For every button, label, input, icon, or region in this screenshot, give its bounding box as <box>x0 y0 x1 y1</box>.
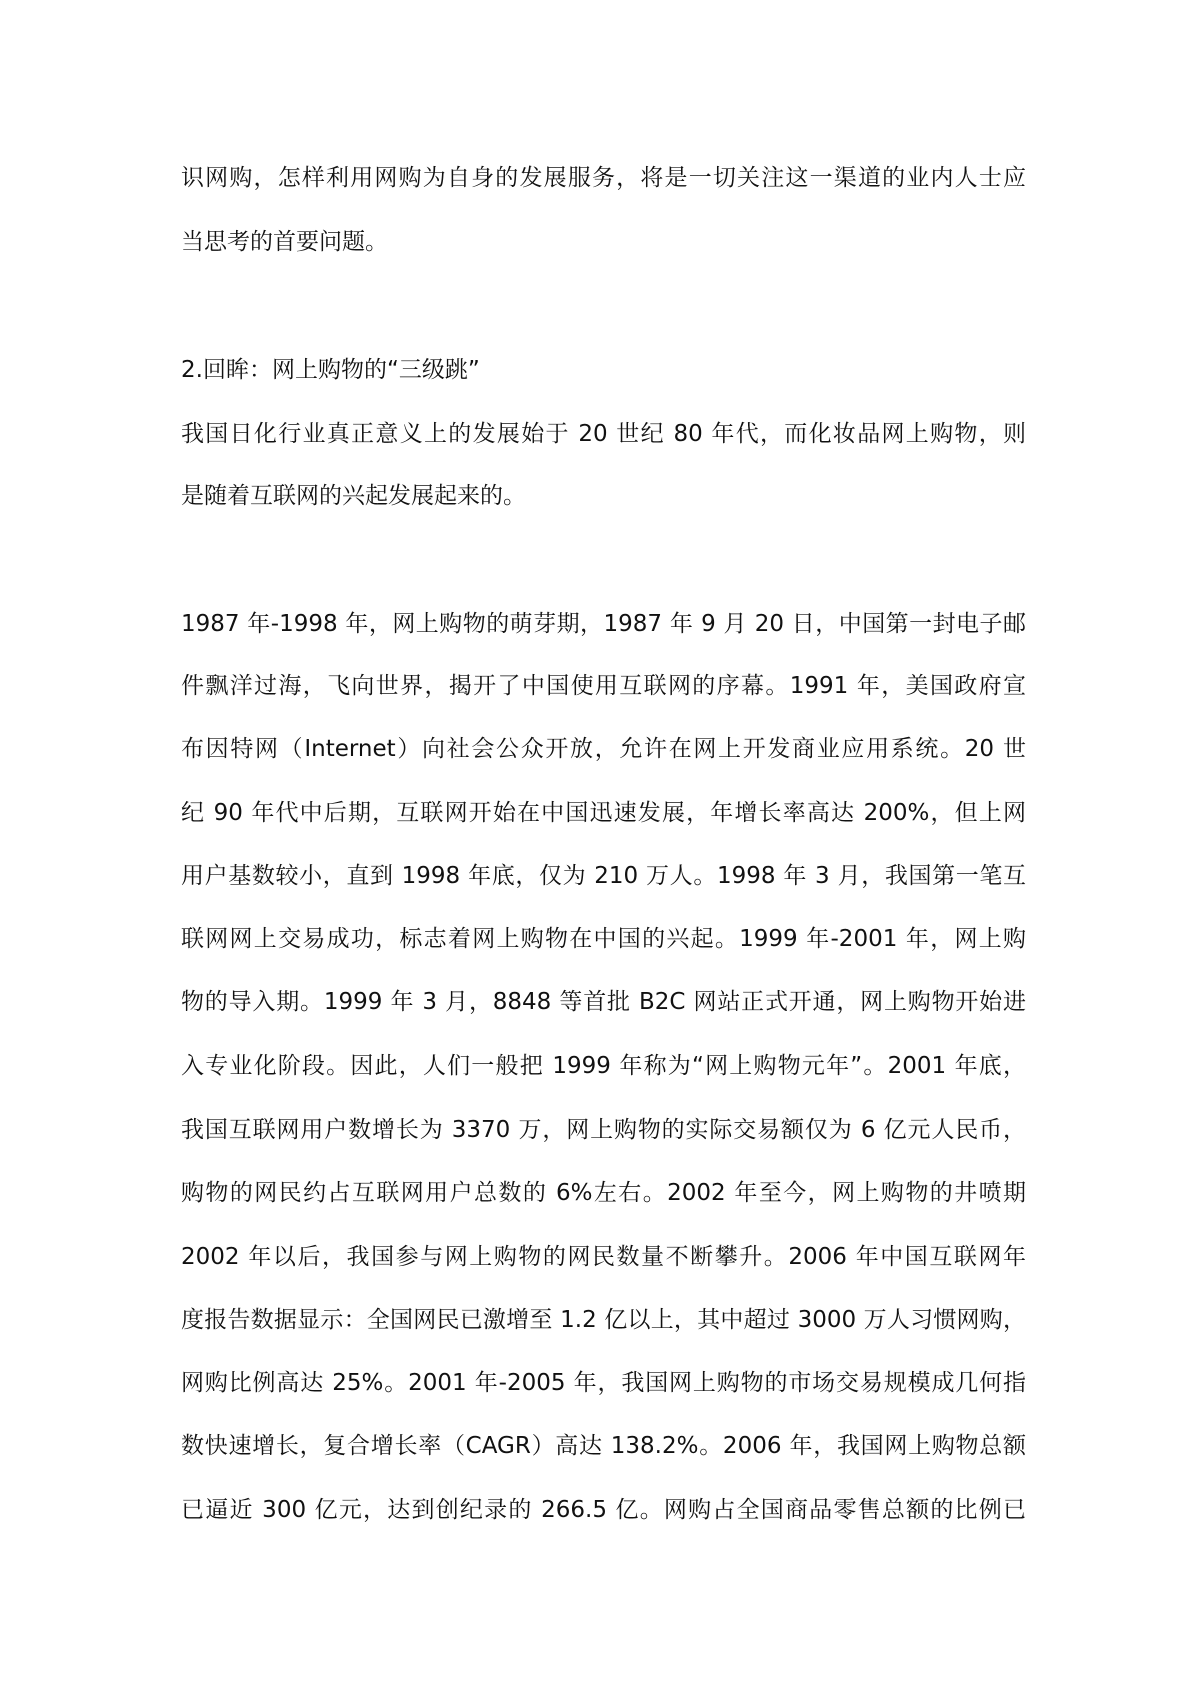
text-line: 物的导入期。1999 年 3 月，8848 等首批 B2C 网站正式开通，网上购物开始进 <box>181 989 1026 1015</box>
text-line: 网购比例高达 25%。2001 年-2005 年，我国网上购物的市场交易规模成几何指 <box>181 1370 1026 1396</box>
text-line: 度报告数据显示：全国网民已激增至 1.2 亿以上，其中超过 3000 万人习惯网购， <box>181 1307 1026 1333</box>
text-line: 1987 年-1998 年，网上购物的萌芽期，1987 年 9 月 20 日，中国第一封电子邮 <box>181 611 1026 637</box>
text-line: 当思考的首要问题。 <box>181 229 388 255</box>
text-line: 件飘洋过海，飞向世界，揭开了中国使用互联网的序幕。1991 年，美国政府宣 <box>181 673 1026 699</box>
text-line: 2002 年以后，我国参与网上购物的网民数量不断攀升。2006 年中国互联网年 <box>181 1244 1026 1270</box>
text-line: 是随着互联网的兴起发展起来的。 <box>181 483 526 509</box>
text-line: 入专业化阶段。因此，人们一般把 1999 年称为“网上购物元年”。2001 年底， <box>181 1053 1026 1079</box>
text-line: 购物的网民约占互联网用户总数的 6%左右。2002 年至今，网上购物的井喷期 <box>181 1180 1026 1206</box>
text-line: 用户基数较小，直到 1998 年底，仅为 210 万人。1998 年 3 月，我国第一笔互 <box>181 863 1026 889</box>
text-line: 识网购，怎样利用网购为自身的发展服务，将是一切关注这一渠道的业内人士应 <box>181 165 1026 191</box>
text-line: 已逼近 300 亿元，达到创纪录的 266.5 亿。网购占全国商品零售总额的比例已 <box>181 1497 1026 1523</box>
section-heading: 2.回眸：网上购物的“三级跳” <box>181 357 480 383</box>
text-line: 纪 90 年代中后期，互联网开始在中国迅速发展，年增长率高达 200%，但上网 <box>181 800 1026 826</box>
text-line: 联网网上交易成功，标志着网上购物在中国的兴起。1999 年-2001 年，网上购 <box>181 926 1026 952</box>
text-line: 布因特网（Internet）向社会公众开放，允许在网上开发商业应用系统。20 世 <box>181 736 1026 762</box>
text-line: 我国互联网用户数增长为 3370 万，网上购物的实际交易额仅为 6 亿元人民币， <box>181 1117 1026 1143</box>
text-line: 我国日化行业真正意义上的发展始于 20 世纪 80 年代，而化妆品网上购物，则 <box>181 421 1026 447</box>
text-line: 数快速增长，复合增长率（CAGR）高达 138.2%。2006 年，我国网上购物总额 <box>181 1433 1026 1459</box>
